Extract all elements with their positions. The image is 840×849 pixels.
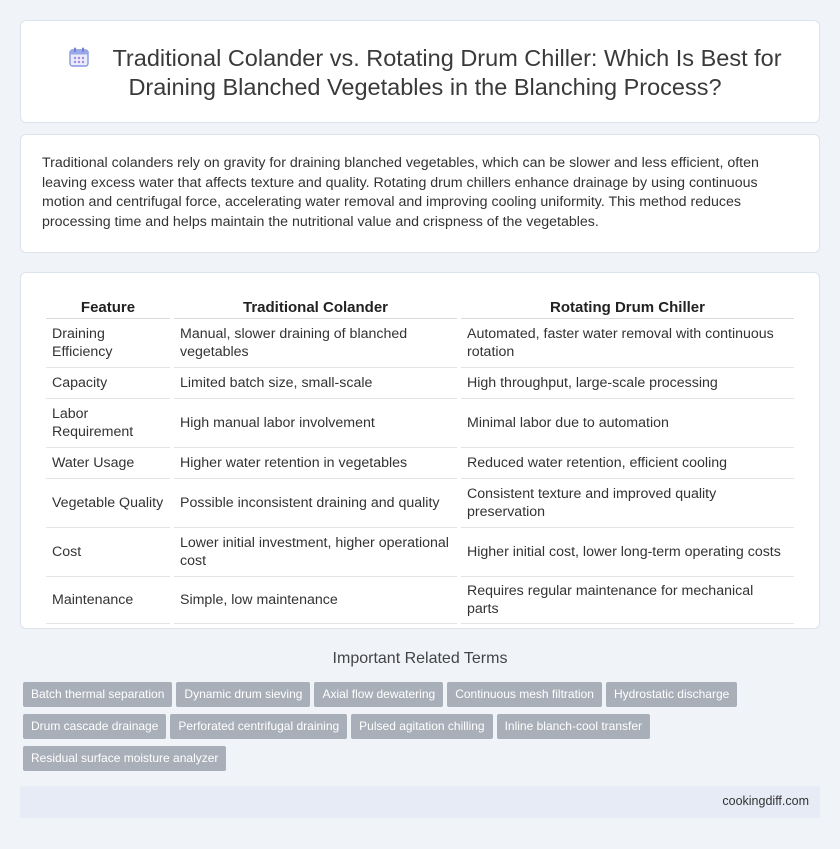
table-row (46, 368, 794, 399)
drum-chiller-cell: Reduced water retention, efficient cooling (461, 448, 794, 479)
table-header-row (46, 297, 794, 319)
table-row (46, 399, 794, 448)
page-title (61, 44, 789, 102)
colander-cell: Lower initial investment, higher operational cost (174, 528, 457, 577)
table-row (46, 528, 794, 577)
intro-paragraph: Traditional colanders rely on gravity for draining blanched vegetables, which can be slower and less efficient, often leaving excess water that affects texture and quality. Rotating drum chillers enhance drainage by using continuous motion and centrifugal force, accelerating water removal and improving cooling uniformity. This method reduces processing time and helps maintain the nutritional value and crispness of the vegetables. (42, 155, 759, 230)
related-terms-heading: Important Related Terms (332, 650, 508, 667)
related-term-tag[interactable]: Axial flow dewatering (314, 682, 443, 707)
feature-cell: Labor Requirement (46, 399, 170, 448)
table-row (46, 479, 794, 528)
related-term-tag[interactable]: Pulsed agitation chilling (351, 714, 492, 739)
colander-cell: Manual, slower draining of blanched vegetables (174, 319, 457, 368)
related-term-tag[interactable]: Inline blanch-cool transfer (497, 714, 650, 739)
table-row (46, 577, 794, 624)
drum-chiller-cell: Requires regular maintenance for mechanical parts (461, 577, 794, 624)
related-term-tag[interactable]: Drum cascade drainage (23, 714, 166, 739)
title-line-2: Draining Blanched Vegetables in the Blanching Process? (128, 74, 722, 100)
comparison-table (42, 297, 798, 624)
drum-chiller-cell: Automated, faster water removal with continuous rotation (461, 319, 794, 368)
table-row (46, 448, 794, 479)
footer-bar (20, 786, 820, 818)
related-term-tag[interactable]: Perforated centrifugal draining (170, 714, 347, 739)
header-drum-chiller: Rotating Drum Chiller (461, 297, 794, 319)
title-card (20, 20, 820, 123)
related-term-tag[interactable]: Residual surface moisture analyzer (23, 746, 226, 771)
footer-site-link[interactable]: cookingdiff.com (722, 794, 809, 808)
drum-chiller-cell: Minimal labor due to automation (461, 399, 794, 448)
related-terms-list (23, 682, 783, 778)
header-feature: Feature (46, 297, 170, 319)
drum-chiller-cell: Consistent texture and improved quality preservation (461, 479, 794, 528)
drum-chiller-cell: Higher initial cost, lower long-term operating costs (461, 528, 794, 577)
feature-cell: Capacity (46, 368, 170, 399)
table-row (46, 319, 794, 368)
intro-card (20, 134, 820, 253)
colander-cell: Simple, low maintenance (174, 577, 457, 624)
colander-cell: Limited batch size, small-scale (174, 368, 457, 399)
colander-cell: Higher water retention in vegetables (174, 448, 457, 479)
related-term-tag[interactable]: Batch thermal separation (23, 682, 172, 707)
colander-cell: High manual labor involvement (174, 399, 457, 448)
related-term-tag[interactable]: Hydrostatic discharge (606, 682, 737, 707)
drum-chiller-cell: High throughput, large-scale processing (461, 368, 794, 399)
calendar-icon (68, 46, 90, 68)
header-colander: Traditional Colander (174, 297, 457, 319)
feature-cell: Water Usage (46, 448, 170, 479)
feature-cell: Draining Efficiency (46, 319, 170, 368)
title-line-1: Traditional Colander vs. Rotating Drum Chiller: Which Is Best for (112, 45, 782, 71)
feature-cell: Cost (46, 528, 170, 577)
colander-cell: Possible inconsistent draining and quality (174, 479, 457, 528)
related-term-tag[interactable]: Dynamic drum sieving (176, 682, 310, 707)
comparison-card (20, 272, 820, 629)
related-term-tag[interactable]: Continuous mesh filtration (447, 682, 602, 707)
feature-cell: Vegetable Quality (46, 479, 170, 528)
feature-cell: Maintenance (46, 577, 170, 624)
